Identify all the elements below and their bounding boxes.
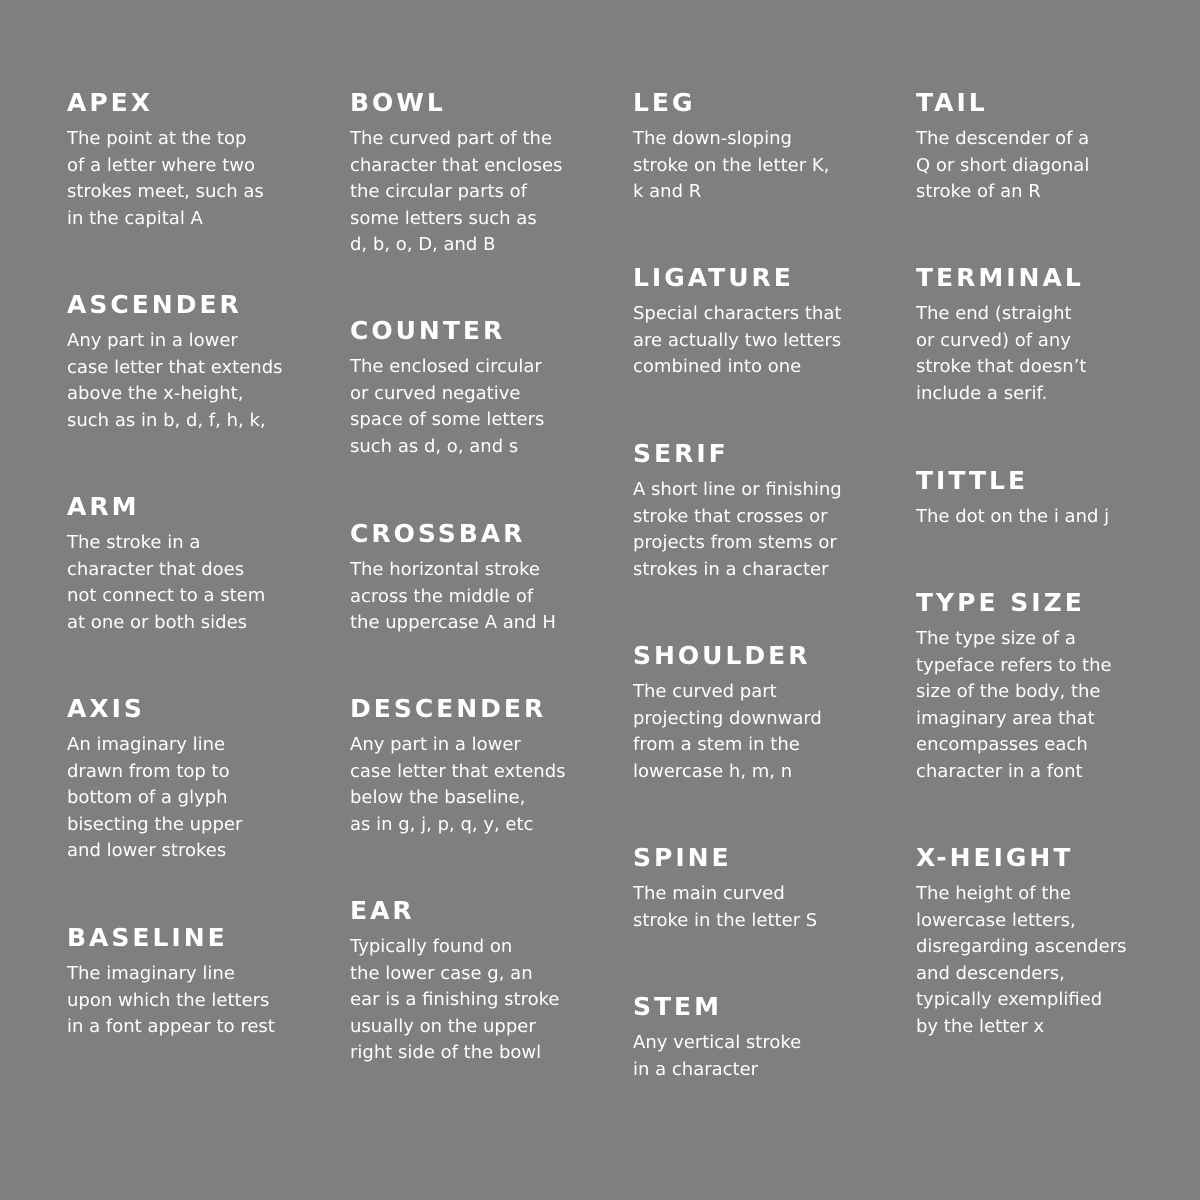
term-definition: The stroke in a character that does not connect to a stem at one or both sides	[67, 532, 266, 633]
term-definition: Special characters that are actually two letters combined into one	[633, 303, 842, 378]
term-title: SERIF	[633, 439, 729, 468]
term-title: TITTLE	[916, 466, 1029, 495]
term-title: SHOULDER	[633, 641, 811, 670]
term-title: TAIL	[916, 88, 988, 117]
term-title: LEG	[633, 88, 696, 117]
term-title: COUNTER	[350, 316, 506, 345]
term-definition: The point at the top of a letter where two strokes meet, such as in the capital A	[67, 128, 264, 229]
term-definition: The height of the lowercase letters, disregarding ascenders and descenders, typically exemplified by the letter x	[916, 883, 1127, 1037]
term-definition: The imaginary line upon which the letters in a font appear to rest	[67, 963, 275, 1038]
term-title: STEM	[633, 992, 723, 1021]
term-title: APEX	[67, 88, 154, 117]
term-definition: Any vertical stroke in a character	[633, 1032, 802, 1080]
term-definition: The enclosed circular or curved negative space of some letters such as d, o, and s	[350, 356, 545, 457]
term-definition: Any part in a lower case letter that extends below the baseline, as in g, j, p, q, y, etc	[350, 734, 566, 835]
entry-tail	[916, 88, 1166, 206]
entry-stem	[633, 992, 883, 1083]
entry-ascender	[67, 290, 317, 434]
term-title: LIGATURE	[633, 263, 794, 292]
entry-counter	[350, 316, 600, 460]
entry-axis	[67, 694, 317, 865]
entry-arm	[67, 492, 317, 636]
term-definition: The curved part of the character that encloses the circular parts of some letters such as d, b, o, D, and B	[350, 128, 563, 256]
entry-spine	[633, 843, 883, 934]
entry-ear	[350, 896, 600, 1067]
entry-descender	[350, 694, 600, 838]
term-definition: Typically found on the lower case g, an ear is a finishing stroke usually on the upper right side of the bowl	[350, 936, 560, 1064]
term-definition: The end (straight or curved) of any stroke that doesn’t include a serif.	[916, 303, 1087, 404]
term-title: TYPE SIZE	[916, 588, 1085, 617]
term-definition: A short line or finishing stroke that crosses or projects from stems or strokes in a character	[633, 479, 842, 580]
term-definition: The horizontal stroke across the middle of the uppercase A and H	[350, 559, 556, 634]
term-definition: Any part in a lower case letter that extends above the x-height, such as in b, d, f, h, k,	[67, 330, 283, 431]
term-title: BASELINE	[67, 923, 228, 952]
term-title: X-HEIGHT	[916, 843, 1074, 872]
term-title: SPINE	[633, 843, 732, 872]
entry-shoulder	[633, 641, 883, 785]
term-title: BOWL	[350, 88, 446, 117]
term-title: DESCENDER	[350, 694, 547, 723]
entry-bowl	[350, 88, 600, 259]
term-title: AXIS	[67, 694, 145, 723]
entry-baseline	[67, 923, 317, 1041]
term-title: ARM	[67, 492, 140, 521]
term-definition: The main curved stroke in the letter S	[633, 883, 818, 931]
entry-x-height	[916, 843, 1166, 1041]
term-title: ASCENDER	[67, 290, 242, 319]
term-definition: An imaginary line drawn from top to bottom of a glyph bisecting the upper and lower strokes	[67, 734, 243, 862]
entry-type-size	[916, 588, 1166, 786]
entry-ligature	[633, 263, 883, 381]
term-title: TERMINAL	[916, 263, 1084, 292]
term-definition: The dot on the i and j	[916, 506, 1110, 527]
entry-tittle	[916, 466, 1166, 531]
entry-serif	[633, 439, 883, 583]
term-definition: The curved part projecting downward from a stem in the lowercase h, m, n	[633, 681, 822, 782]
term-title: EAR	[350, 896, 415, 925]
entry-crossbar	[350, 519, 600, 637]
entry-apex	[67, 88, 317, 232]
term-definition: The down-sloping stroke on the letter K, k and R	[633, 128, 830, 203]
term-definition: The descender of a Q or short diagonal stroke of an R	[916, 128, 1090, 203]
entry-terminal	[916, 263, 1166, 407]
entry-leg	[633, 88, 883, 206]
term-definition: The type size of a typeface refers to the size of the body, the imaginary area that encompasses each character in a font	[916, 628, 1112, 782]
term-title: CROSSBAR	[350, 519, 526, 548]
